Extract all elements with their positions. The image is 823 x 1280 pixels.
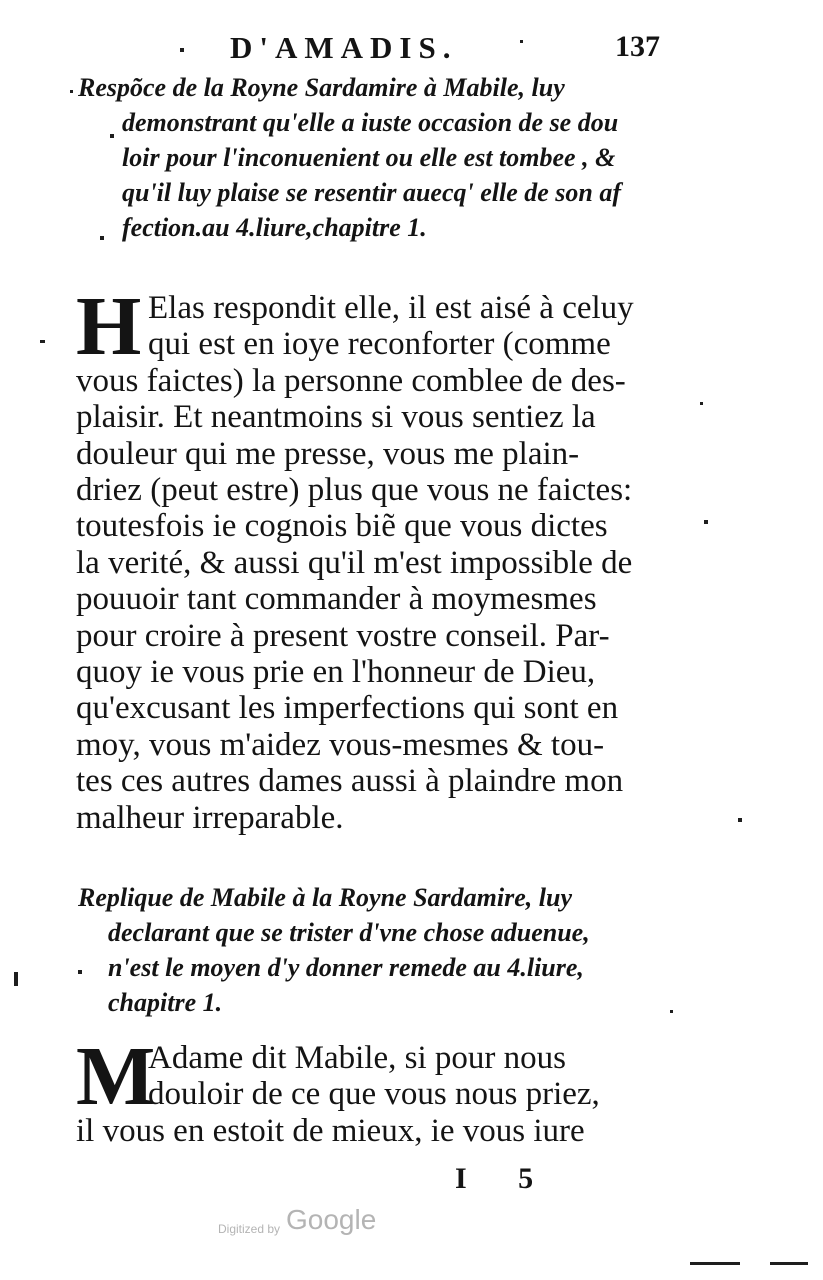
scan-speck [40,340,45,343]
scan-speck [14,972,18,986]
text-line: qui est en ioye reconforter (comme [148,326,611,363]
scan-speck [738,818,742,822]
text-line: il vous en estoit de mieux, ie vous iure [76,1112,585,1149]
text-line: driez (peut estre) plus que vous ne faictes: [76,472,633,509]
text-line: tes ces autres dames aussi à plaindre mon [76,763,624,800]
text-line: moy, vous m'aidez vous-mesmes & tou- [76,726,605,763]
running-title: D'AMADIS. [230,30,458,65]
text-line: qu'excusant les imperfections qui sont en [76,690,619,727]
rubric-line: Respõce de la Royne Sardamire à Mabile, luy [78,73,565,102]
scan-speck [70,90,73,93]
rubric-line: n'est le moyen d'y donner remede au 4.liure, [108,953,584,982]
drop-cap: M [76,1030,156,1123]
scan-speck [670,1010,673,1013]
rubric-line: loir pour l'inconuenient ou elle est tombee , & [122,143,616,172]
text-line: pouuoir tant commander à moymesmes [76,581,597,618]
text-line: pour croire à present vostre conseil. Par- [76,617,610,654]
text-line: malheur irreparable. [76,799,344,836]
chapter-rubric-1 [78,70,668,245]
scan-speck [700,402,703,405]
text-line: vous faictes) la personne comblee de des- [76,362,626,399]
text-line: quoy ie vous prie en l'honneur de Dieu, [76,654,596,691]
rubric-line: demonstrant qu'elle a iuste occasion de se dou [122,108,619,137]
body-paragraph-2 [76,1030,662,1149]
running-head [140,26,660,70]
scan-speck [704,520,708,524]
text-line: douleur qui me presse, vous me plain- [76,435,580,472]
scan-rule [690,1262,740,1265]
scan-speck [180,48,184,52]
rubric-line: Replique de Mabile à la Royne Sardamire, luy [78,883,572,912]
text-line: Adame dit Mabile, si pour nous [148,1040,566,1076]
scan-speck [110,134,114,138]
text-line: la verité, & aussi qu'il m'est impossible de [76,544,633,581]
drop-cap: H [76,280,142,373]
watermark-prefix: Digitized by [218,1222,281,1236]
text-line: plaisir. Et neantmoins si vous sentiez la [76,399,596,436]
rubric-line: declarant que se trister d'vne chose aduenue, [108,918,590,947]
rubric-line: chapitre 1. [108,988,223,1017]
watermark-brand: Google [286,1204,377,1235]
rubric-line: qu'il luy plaise se resentir auecq' elle de son af [122,178,622,207]
scan-speck [100,236,104,240]
rubric-line: fection.au 4.liure,chapitre 1. [122,213,427,242]
scan-rule [770,1262,808,1265]
text-line: Elas respondit elle, il est aisé à celuy [148,290,634,326]
signature-mark: I 5 [455,1162,556,1195]
page-number: 137 [615,30,660,63]
scan-speck [78,970,82,974]
scan-speck [520,40,523,43]
chapter-rubric-2 [78,880,668,1020]
body-paragraph-1 [76,280,662,836]
text-line: douloir de ce que vous nous priez, [148,1076,600,1113]
text-line: toutesfois ie cognois biẽ que vous dictes [76,508,608,545]
